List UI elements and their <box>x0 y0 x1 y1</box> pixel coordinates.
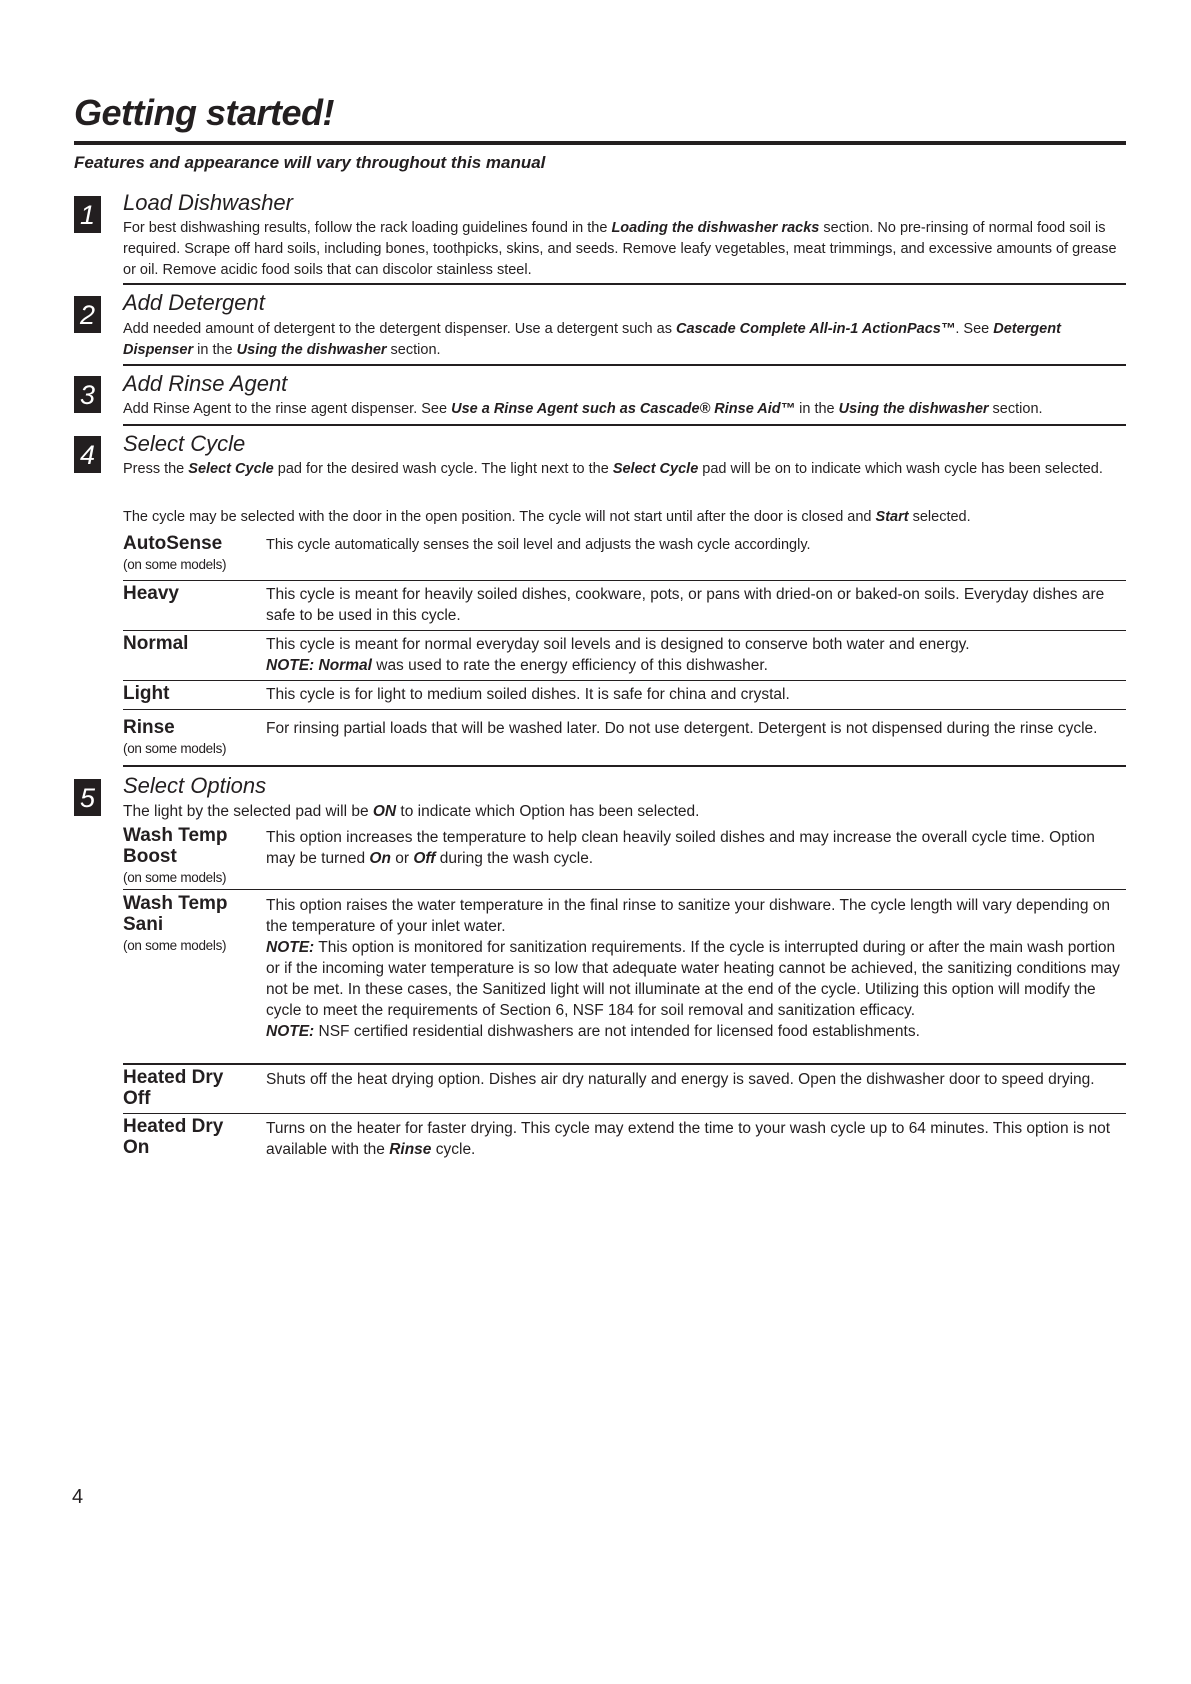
row-divider <box>123 889 1126 890</box>
row-divider <box>123 580 1126 581</box>
step-number-5: 5 <box>74 779 101 816</box>
step-number-3: 3 <box>74 376 101 413</box>
cycle-desc-normal: This cycle is meant for normal everyday soil levels and is designed to conserve both water and energy. NOTE: Normal was used to rate the energy efficiency of this dishwasher. <box>266 636 970 674</box>
section-body-cycle-door-note: The cycle may be selected with the door in the open position. The cycle will not start until after the door is closed and Start selected. <box>123 509 971 525</box>
step-number-2: 2 <box>74 296 101 333</box>
section-body-add-detergent: Add needed amount of detergent to the detergent dispenser. Use a detergent such as Cascade Complete All-in-1 ActionPacs™. See Detergent Dispenser in the Using the dishwasher section. <box>123 321 1061 358</box>
option-desc-heated-dry-on: Turns on the heater for faster drying. This cycle may extend the time to your wash cycle up to 64 minutes. This option is not available with the Rinse cycle. <box>266 1120 1111 1158</box>
cycle-desc-autosense: This cycle automatically senses the soil level and adjusts the wash cycle accordingly. <box>266 537 811 553</box>
title-rule <box>74 141 1126 145</box>
row-divider <box>123 1113 1126 1114</box>
section-heading-add-rinse-agent: Add Rinse Agent <box>123 371 288 396</box>
page-title: Getting started! <box>74 92 335 133</box>
section-heading-select-cycle: Select Cycle <box>123 431 246 456</box>
section-divider <box>123 424 1126 426</box>
option-name-heated-dry-off: Heated Dry Off <box>123 1067 224 1109</box>
option-name-wash-temp-boost: Wash Temp Boost (on some models) <box>123 825 228 885</box>
option-desc-wash-temp-sani: This option raises the water temperature in the final rinse to sanitize your dishware. The cycle length will vary depending on the temperature of your inlet water. NOTE: This option is monitored for sanitization requirements. If the cycle is interrupted during or after the main wash portion or if the incoming water temperature is so low that adequate water heating cannot be achieved, the sanitizing conditions may not be met. In these cases, the Sanitized light will not illuminate at the end of the cycle. Utilizing this option will modify the cycle to meet the requirements of Section 6, NSF 184 for soil removal and sanitization efficacy. NOTE: NSF certified residential dishwashers are not intended for licensed food establishments. <box>266 897 1120 1040</box>
step-number-1: 1 <box>74 196 101 233</box>
section-divider <box>123 364 1126 366</box>
row-divider <box>123 709 1126 710</box>
section-body-select-cycle: Press the Select Cycle pad for the desired wash cycle. The light next to the Select Cycle pad will be on to indicate which wash cycle has been selected. <box>123 461 1103 477</box>
option-name-heated-dry-on: Heated Dry On <box>123 1116 224 1158</box>
section-heading-add-detergent: Add Detergent <box>123 290 265 315</box>
cycle-name-rinse: Rinse (on some models) <box>123 717 227 756</box>
row-divider <box>123 680 1126 681</box>
cycle-name-light: Light <box>123 683 170 704</box>
section-heading-select-options: Select Options <box>123 773 267 798</box>
step-number-4: 4 <box>74 436 101 473</box>
cycle-desc-light: This cycle is for light to medium soiled dishes. It is safe for china and crystal. <box>266 686 790 703</box>
option-desc-wash-temp-boost: This option increases the temperature to help clean heavily soiled dishes and may increase the overall cycle time. Option may be turned On or Off during the wash cycle. <box>266 829 1095 867</box>
section-body-load-dishwasher: For best dishwashing results, follow the rack loading guidelines found in the Loading the dishwasher racks section. No pre-rinsing of normal food soil is required. Scrape off hard soils, including bones, toothpicks, skins, and seeds. Remove leafy vegetables, meat trimmings, and excessive amounts of grease or oil. Remove acidic food soils that can discolor stainless steel. <box>123 220 1117 278</box>
page-number: 4 <box>72 1486 84 1508</box>
cycle-name-normal: Normal <box>123 633 189 654</box>
row-divider <box>123 1063 1126 1065</box>
cycle-name-heavy: Heavy <box>123 583 179 604</box>
option-name-wash-temp-sani: Wash Temp Sani (on some models) <box>123 893 228 953</box>
section-body-add-rinse-agent: Add Rinse Agent to the rinse agent dispenser. See Use a Rinse Agent such as Cascade® Rinse Aid™ in the Using the dishwasher section. <box>123 401 1043 417</box>
section-body-select-options: The light by the selected pad will be ON to indicate which Option has been selected. <box>123 803 700 820</box>
section-heading-load-dishwasher: Load Dishwasher <box>123 190 293 215</box>
page-subtitle: Features and appearance will vary throughout this manual <box>74 153 546 172</box>
row-divider <box>123 630 1126 631</box>
option-desc-heated-dry-off: Shuts off the heat drying option. Dishes air dry naturally and energy is saved. Open the dishwasher door to speed drying. <box>266 1071 1095 1088</box>
cycle-desc-rinse: For rinsing partial loads that will be washed later. Do not use detergent. Detergent is not dispensed during the rinse cycle. <box>266 720 1098 737</box>
cycle-desc-heavy: This cycle is meant for heavily soiled dishes, cookware, pots, or pans with dried-on or baked-on soils. Everyday dishes are safe to be used in this cycle. <box>266 586 1105 624</box>
cycle-name-autosense: AutoSense (on some models) <box>123 533 227 572</box>
section-divider <box>123 765 1126 767</box>
section-divider <box>123 283 1126 285</box>
